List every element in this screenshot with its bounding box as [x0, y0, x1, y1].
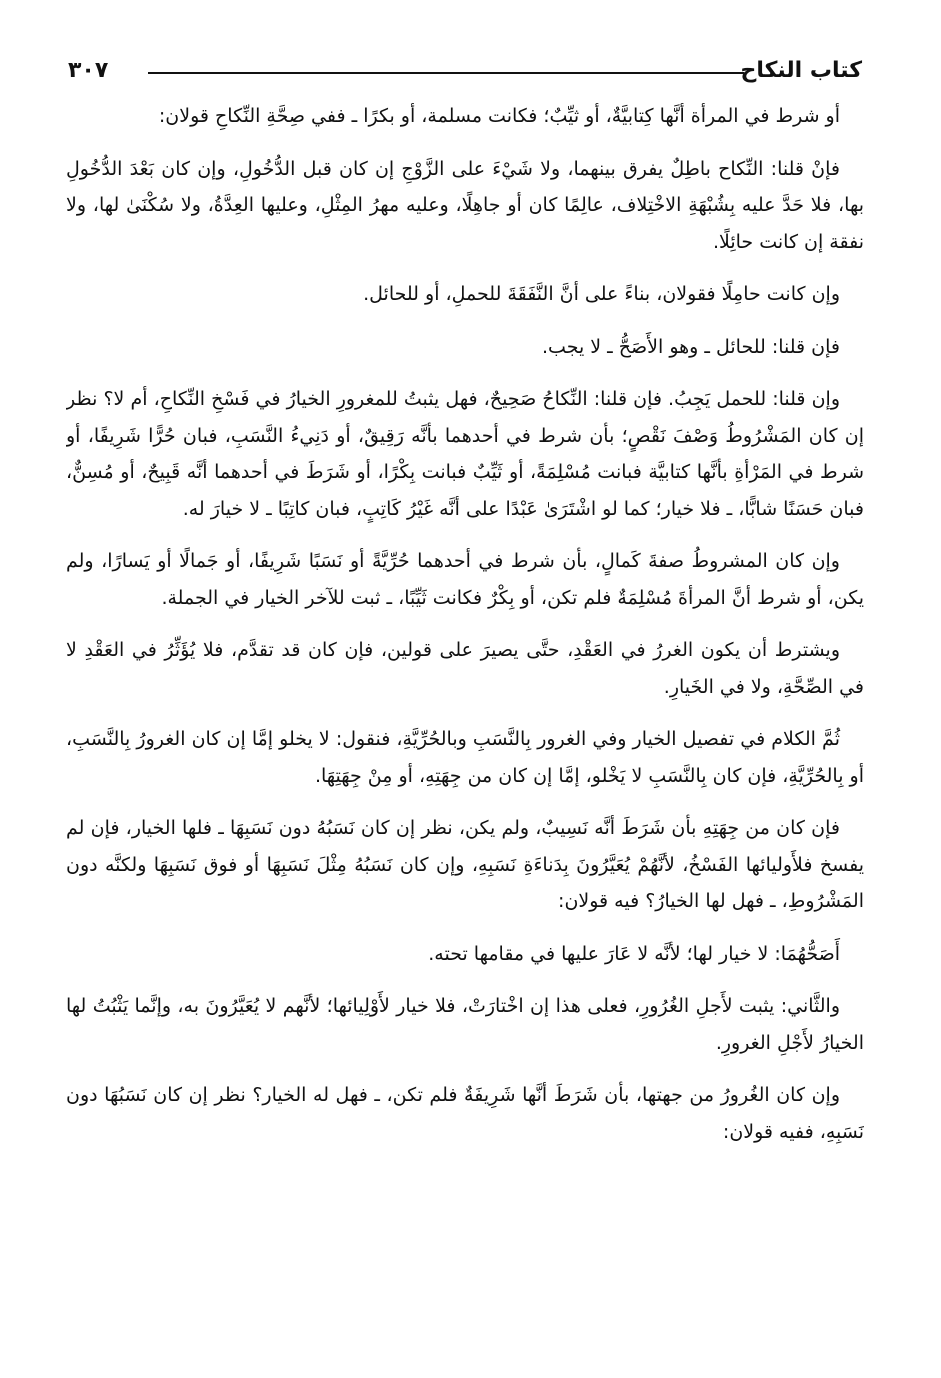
paragraph-8: ثُمَّ الكلام في تفصيل الخيار وفي الغرور بِالنَّسَبِ وبالحُرِّيَّةِ، فنقول: لا يخلو إمَّا إن كان الغرورُ بِالنَّسَبِ، أو بِالحُرِّيَّةِ، فإن كان بِالنَّسَبِ لا يَخْلو، إمَّا إن كان من جِهَتِهِ، أو مِنْ جِهَتِهَا.	[66, 728, 864, 787]
paragraph-1: أو شرط في المرأة أنَّها كِتابيَّةٌ، أو ثيِّبٌ؛ فكانت مسلمة، أو بكرًا ـ ففي صِحَّةِ النِّكاحِ قولان:	[158, 105, 840, 127]
page-number: ٣٠٧	[68, 58, 109, 83]
paragraph-5: وإن قلنا: للحمل يَجِبُ. فإن قلنا: النِّكاحُ صَحِيحٌ، فهل يثبتُ للمغرورِ الخيارُ في فَسْخِ النِّكاحِ، أم لا؟ نظر إن كان المَشْرُوطُ وَصْفَ نَقْصٍ؛ بأن شرط في أحدهما بأنَّه رَقِيقٌ، أو دَنِيءُ النَّسَبِ، فبان حُرًّا شَرِيفًا، أو شرط في المَرْأةِ بأنَّها كتابيَّة فبانت مُسْلِمَةً، أو ثَيِّبٌ فبانت بِكْرًا، أو شَرَطَ في أحدهما أنَّه قَبِيحٌ، أو مُسِنٌّ، فبان حَسَنًا شابًّا، ـ فلا خيار؛ كما لو اشْتَرَىٰ عَبْدًا على أنَّه غَيْرُ كَاتِبٍ، فبان كاتِبًا ـ لا خيارَ له.	[66, 388, 864, 520]
header-rule	[148, 72, 744, 74]
paragraph-7: ويشترط أن يكون الغررُ في العَقْدِ، حتَّى يصيرَ على قولين، فإن كان قد تقدَّم، فلا يُؤَثِّرُ في العَقْدِ لا في الصِّحَّةِ، ولا في الخَيارِ.	[66, 639, 864, 698]
paragraph-3: وإن كانت حامِلًا فقولان، بناءً على أنَّ النَّفَقَةَ للحملِ، أو للحائل.	[363, 283, 840, 305]
paragraph-6: وإن كان المشروطُ صفةَ كَمالٍ، بأن شرط في أحدهما حُرِّيَّةً أو نَسَبًا شَرِيفًا، أو جَمالًا أو يَسارًا، ولم يكن، أو شرط أنَّ المرأةَ مُسْلِمَةٌ فلم تكن، أو بِكْرٌ فكانت ثَيِّبًا، ـ ثبت للآخر الخيار في الجملة.	[66, 550, 864, 609]
page-body	[66, 98, 864, 1358]
page-header	[68, 52, 862, 92]
paragraph-2: فإنْ قلنا: النِّكاح باطِلٌ يفرق بينهما، ولا شَيْءَ على الزَّوْجِ إن كان قبل الدُّخُولِ، وإن كان بَعْدَ الدُّخُولِ بها، فلا حَدَّ عليه بِشُبْهَةِ الاخْتِلاف، عالِمًا كان أو جاهِلًا، وعليه مهرُ المِثْلِ، وعليها العِدَّةُ، ولا سُكْنَىٰ لها، ولا نفقة إن كانت حائِلًا.	[66, 157, 864, 253]
paragraph-4: فإن قلنا: للحائل ـ وهو الأَصَحُّ ـ لا يجب.	[542, 335, 840, 358]
paragraph-9: فإن كان من جِهَتِهِ بأن شَرَطَ أنَّه نَسِيبٌ، ولم يكن، نظر إن كان نَسَبُهُ دون نَسَبِهَا ـ فلها الخيار، فإن لم يفسخ فلأَوليائها الفَسْخُ، لأنَّهُمْ يُعَيَّرُونَ بِدَناءَةِ نَسَبِهِ، وإن كان نَسَبُهُ مِثْلَ نَسَبِهَا أو فوق نَسَبِهَا ولكنَّه دون المَشْرُوطِ، ـ فهل لها الخيارُ؟ فيه قولان:	[66, 817, 864, 912]
paragraph-10: أَصَحُّهُمَا: لا خيار لها؛ لأنَّه لا عَارَ عليها في مقامها تحته.	[428, 942, 840, 965]
paragraph-11: والثَّاني: يثبت لأَجلِ الغُرُورِ، فعلى هذا إن اخْتارَتْ، فلا خيار لأَوْلِيائها؛ لأنَّهم لا يُعَيَّرُونَ به، وإنَّما يَثْبُتُ لها الخيارُ لأَجْلِ الغرورِ.	[66, 995, 864, 1054]
paragraph-12: وإن كان الغُرورُ من جهتها، بأن شَرَطَ أنَّها شَرِيفَةٌ فلم تكن، ـ فهل له الخيار؟ نظر إن كان نَسَبُهَا دون نَسَبِهِ، ففيه قولان:	[66, 1084, 864, 1143]
running-title: كتاب النكاح	[740, 58, 862, 83]
